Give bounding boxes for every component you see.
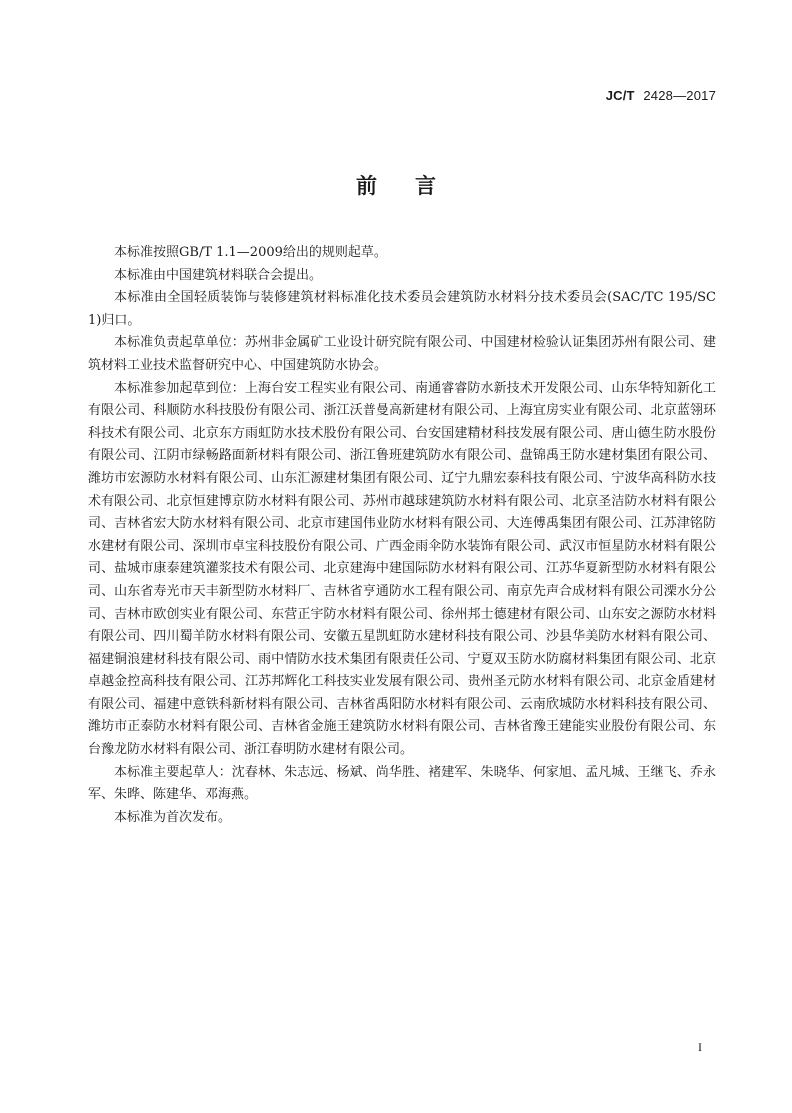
page-title: 前言 [356, 174, 474, 198]
standard-prefix: JC/T [605, 88, 635, 103]
paragraph-responsible-committee: 本标准由全国轻质装饰与装修建筑材料标准化技术委员会建筑防水材料分技术委员会(SAC/TC 195/SC 1)归口。 [88, 290, 716, 328]
paragraph-proposer: 本标准由中国建筑材料联合会提出。 [114, 267, 323, 283]
paragraph-drafting-rules: 本标准按照GB/T 1.1—2009给出的规则起草。 [114, 245, 387, 260]
standard-number: 2428—2017 [643, 88, 716, 103]
paragraph-first-release: 本标准为首次发布。 [114, 809, 232, 825]
paragraph-participating-drafters: 本标准参加起草到位：上海台安工程实业有限公司、南通睿睿防水新技术开发限公司、山东华特知新化工有限公司、科顺防水科技股份有限公司、浙江沃普曼高新建材有限公司、上海宜房实业有限公司、北京蓝翎环科技术有限公司、北京东方雨虹防水技术股份有限公司、台安国建精材科技发展有限公司、唐山德生防水股份有限公司、江阴市绿畅路面新材料有限公司、浙江鲁班建筑防水有限公司、盘锦禹王防水建材集团有限公司、潍坊市宏源防水材料有限公司、山东汇源建材集团有限公司、辽宁九鼎宏泰科技有限公司、宁波华高科防水技术有限公司、北京恒建博京防水材料有限公司、苏州市越球建筑防水材料有限公司、北京圣洁防水材料有限公司、吉林省宏大防水材料有限公司、北京市建国伟业防水材料有限公司、大连傅禹集团有限公司、江苏津铭防水建材有限公司、深圳市卓宝科技股份有限公司、广西金雨伞防水装饰有限公司、武汉市恒星防水材料有限公司、盐城市康泰建筑灌浆技术有限公司、北京建海中建国际防水材料有限公司、江苏华夏新型防水材料有限公司、山东省寿光市天丰新型防水材料厂、吉林省亨通防水工程有限公司、南京先声合成材料有限公司溧水分公司、吉林市欧创实业有限公司、东营正宇防水材料有限公司、徐州邦士德建材有限公司、山东安之源防水材料有限公司、四川蜀羊防水材料有限公司、安徽五星凯虹防水建材科技有限公司、沙县华美防水材料有限公司、福建铜浪建材科技有限公司、雨中情防水技术集团有限责任公司、宁夏双玉防水防腐材料集团有限公司、北京卓越金控高科技有限公司、江苏邦辉化工科技实业发展有限公司、贵州圣元防水材料有限公司、北京金盾建材有限公司、福建中意铁科新材料有限公司、吉林省禹阳防水材料有限公司、云南欣城防水材料科技有限公司、潍坊市正泰防水材料有限公司、吉林省金施王建筑防水材料有限公司、吉林省豫王建能实业股份有限公司、东台豫龙防水材料有限公司、浙江春明防水建材有限公司。 [88, 380, 716, 758]
page-number: I [698, 1040, 702, 1054]
standard-code [606, 88, 716, 104]
preface-body [88, 242, 716, 829]
paragraph-main-drafters: 本标准主要起草人：沈春林、朱志远、杨斌、尚华胜、褚建军、朱晓华、何家旭、孟凡城、王继飞、乔永军、朱晔、陈建华、邓海燕。 [88, 764, 716, 803]
paragraph-lead-drafters: 本标准负责起草单位：苏州非金属矿工业设计研究院有限公司、中国建材检验认证集团苏州有限公司、建筑材料工业技术监督研究中心、中国建筑防水协会。 [88, 335, 716, 373]
